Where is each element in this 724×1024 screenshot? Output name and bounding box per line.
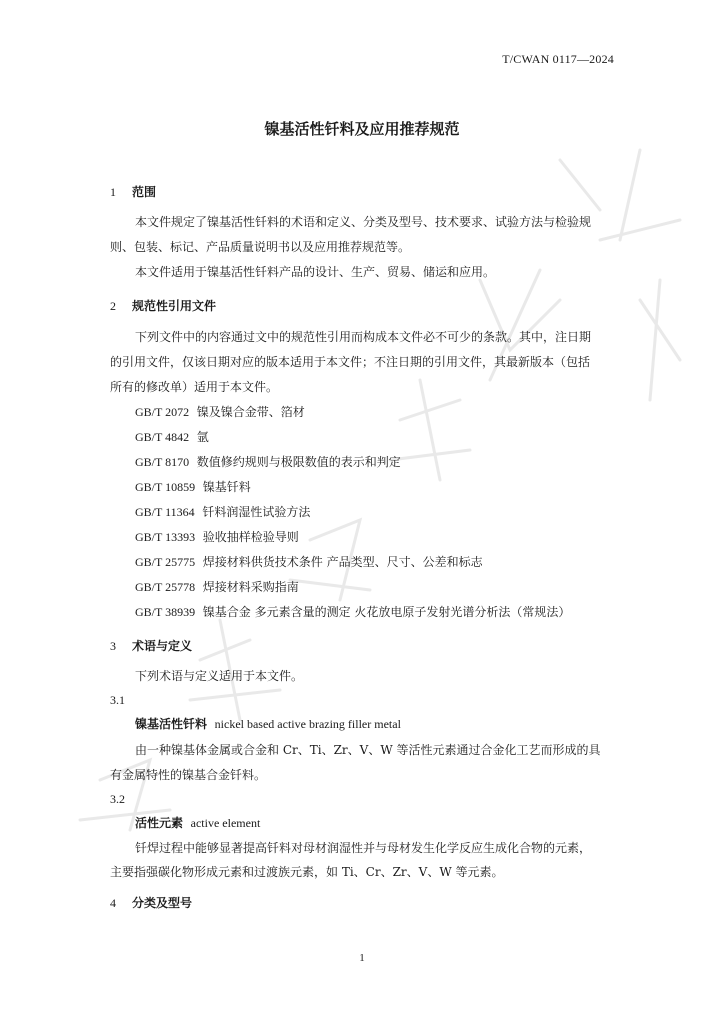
reference-code: GB/T 10859 (135, 480, 196, 494)
term-chinese: 活性元素 (135, 816, 184, 830)
term-chinese: 镍基活性钎料 (135, 717, 208, 731)
section-number: 4 (110, 896, 116, 910)
paragraph-line: 本文件适用于镍基活性钎料产品的设计、生产、贸易、储运和应用。 (135, 265, 496, 279)
reference-item (135, 554, 483, 570)
reference-code: GB/T 38939 (135, 605, 196, 619)
reference-code: GB/T 11364 (135, 505, 195, 519)
reference-item (135, 454, 401, 470)
reference-item (135, 504, 310, 520)
reference-name: 镍基钎料 (202, 480, 251, 494)
reference-item (135, 429, 209, 445)
term-entry (135, 815, 260, 831)
reference-code: GB/T 13393 (135, 530, 196, 544)
paragraph-line: 有金属特性的镍基合金钎料。 (110, 768, 267, 782)
term-entry (135, 716, 401, 732)
section-title: 分类及型号 (132, 896, 193, 910)
paragraph-line: 则、包装、标记、产品质量说明书以及应用推荐规范等。 (110, 240, 411, 254)
section-1-heading (110, 184, 156, 200)
reference-name: 钎料润湿性试验方法 (202, 505, 311, 519)
paragraph-line: 所有的修改单）适用于本文件。 (110, 380, 279, 394)
term-number: 3.1 (110, 693, 125, 707)
section-title: 范围 (132, 185, 157, 199)
paragraph-line: 本文件规定了镍基活性钎料的术语和定义、分类及型号、技术要求、试验方法与检验规 (135, 215, 592, 229)
reference-name: 焊接材料供货技术条件 产品类型、尺寸、公差和标志 (202, 555, 483, 569)
section-title: 规范性引用文件 (132, 299, 217, 313)
page-number: 1 (359, 952, 365, 964)
reference-name: 镍基合金 多元素含量的测定 火花放电原子发射光谱分析法（常规法） (202, 605, 571, 619)
reference-name: 焊接材料采购指南 (202, 580, 299, 594)
section-2-heading (110, 298, 216, 314)
reference-code: GB/T 25775 (135, 555, 196, 569)
reference-item (135, 529, 299, 545)
section-4-heading (110, 895, 192, 911)
term-english: active element (190, 816, 261, 830)
document-title: 镍基活性钎料及应用推荐规范 (264, 120, 460, 138)
paragraph-line: 下列文件中的内容通过文中的规范性引用而构成本文件必不可少的条款。其中，注日期 (135, 330, 592, 344)
reference-item (135, 479, 251, 495)
paragraph-line: 主要指强碳化物形成元素和过渡族元素，如 Ti、Cr、Zr、V、W 等元素。 (110, 865, 504, 879)
section-number: 2 (110, 299, 116, 313)
paragraph-line: 钎焊过程中能够显著提高钎料对母材润湿性并与母材发生化学反应生成化合物的元素， (135, 841, 592, 855)
paragraph-line: 的引用文件，仅该日期对应的版本适用于本文件；不注日期的引用文件，其最新版本（包括 (110, 355, 591, 369)
reference-name: 镍及镍合金带、箔材 (196, 405, 305, 419)
section-title: 术语与定义 (132, 639, 193, 653)
section-3-heading (110, 638, 192, 654)
reference-code: GB/T 4842 (135, 430, 190, 444)
reference-name: 数值修约规则与极限数值的表示和判定 (196, 455, 401, 469)
paragraph-line: 下列术语与定义适用于本文件。 (135, 669, 304, 683)
reference-item (135, 579, 299, 595)
reference-code: GB/T 2072 (135, 405, 190, 419)
standard-code: T/CWAN 0117—2024 (502, 52, 614, 66)
reference-name: 验收抽样检验导则 (202, 530, 299, 544)
section-number: 3 (110, 639, 116, 653)
term-english: nickel based active brazing filler metal (214, 717, 401, 731)
section-number: 1 (110, 185, 116, 199)
reference-code: GB/T 25778 (135, 580, 196, 594)
reference-item (135, 404, 305, 420)
reference-name: 氩 (196, 430, 209, 444)
term-number: 3.2 (110, 792, 125, 806)
paragraph-line: 由一种镍基体金属或合金和 Cr、Ti、Zr、V、W 等活性元素通过合金化工艺而形成的具 (135, 743, 601, 757)
reference-item (135, 604, 570, 620)
reference-code: GB/T 8170 (135, 455, 190, 469)
